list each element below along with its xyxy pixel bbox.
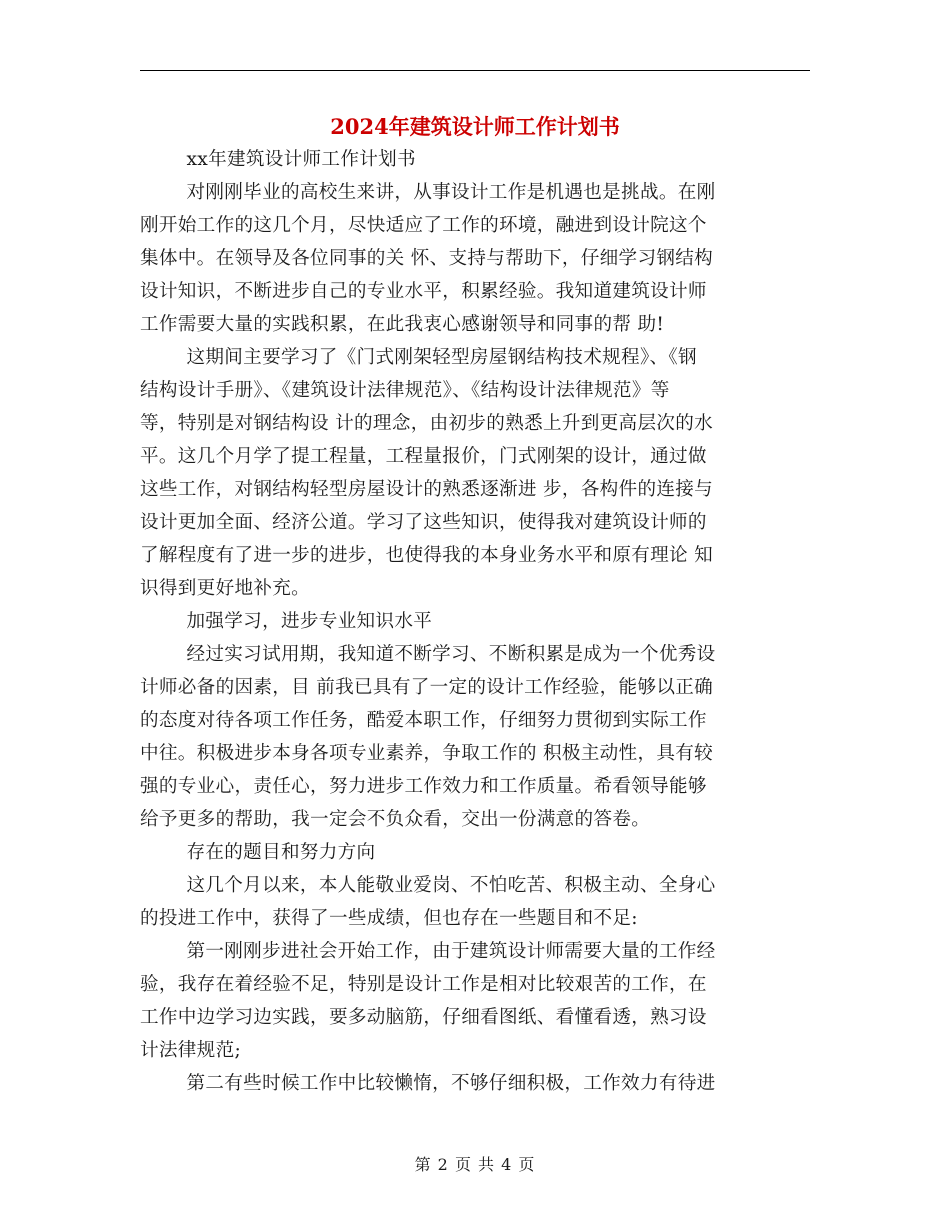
text-line: 这些工作，对钢结构轻型房屋设计的熟悉逐渐进 步，各构件的连接与 [140,479,714,500]
text-line: 经过实习试用期，我知道不断学习、不断积累是成为一个优秀设 [186,644,716,665]
page-number: 第 2 页 共 4 页 [414,1155,536,1174]
text-line: xx年建筑设计师工作计划书 [186,149,416,170]
text-line: 这期间主要学习了《门式刚架轻型房屋钢结构技术规程》、《钢 [186,347,697,368]
paragraph [140,143,812,176]
text-line: 等，特别是对钢结构设 计的理念，由初步的熟悉上升到更高层次的水 [140,413,714,434]
text-line: 第一刚刚步进社会开始工作，由于建筑设计师需要大量的工作经 [186,941,716,962]
text-line: 集体中。在领导及各位同事的关 怀、支持与帮助下，仔细学习钢结构 [140,248,714,269]
text-line: 结构设计手册》、《建筑设计法律规范》、《结构设计法律规范》等 [140,380,670,401]
text-line: 工作需要大量的实践积累，在此我衷心感谢领导和同事的帮 助! [140,314,665,335]
section-heading [140,605,812,638]
text-line: 第二有些时候工作中比较懒惰，不够仔细积极，工作效力有待进 [186,1073,716,1094]
text-line: 验，我存在着经验不足，特别是设计工作是相对比较艰苦的工作，在 [140,974,707,995]
text-line: 平。这几个月学了提工程量，工程量报价，门式刚架的设计，通过做 [140,446,707,467]
text-line: 设计知识，不断进步自己的专业水平，积累经验。我知道建筑设计师 [140,281,707,302]
text-line: 计法律规范; [140,1040,242,1061]
text-line: 给予更多的帮助，我一定会不负众看，交出一份满意的答卷。 [140,809,651,830]
paragraph [140,1067,812,1100]
text-line: 的投进工作中，获得了一些成绩，但也存在一些题目和不足: [140,908,638,929]
text-line: 存在的题目和努力方向 [186,842,376,863]
text-line: 刚开始工作的这几个月，尽快适应了工作的环境，融进到设计院这个 [140,215,707,236]
text-line: 了解程度有了进一步的进步，也使得我的本身业务水平和原有理论 知 [140,545,714,566]
text-line: 的态度对待各项工作任务，酷爱本职工作，仔细努力贯彻到实际工作 [140,710,707,731]
document-body [140,143,812,1100]
paragraph [140,638,812,836]
text-line: 中往。积极进步本身各项专业素养，争取工作的 积极主动性，具有较 [140,743,714,764]
text-line: 加强学习，进步专业知识水平 [186,611,433,632]
header-rule [140,70,810,71]
text-line: 对刚刚毕业的高校生来讲，从事设计工作是机遇也是挑战。在刚 [186,182,716,203]
text-line: 设计更加全面、经济公道。学习了这些知识，使得我对建筑设计师的 [140,512,707,533]
paragraph [140,869,812,935]
paragraph [140,176,812,341]
text-line: 工作中边学习边实践，要多动脑筋，仔细看图纸、看懂看透，熟习设 [140,1007,707,1028]
section-heading [140,836,812,869]
text-line: 识得到更好地补充。 [140,578,311,599]
text-line: 这几个月以来，本人能敬业爱岗、不怕吃苦、积极主动、全身心 [186,875,716,896]
paragraph [140,935,812,1067]
document-title: 2024年建筑设计师工作计划书 [330,114,620,139]
paragraph [140,341,812,605]
text-line: 强的专业心，责任心，努力进步工作效力和工作质量。希看领导能够 [140,776,707,797]
text-line: 计师必备的因素，目 前我已具有了一定的设计工作经验，能够以正确 [140,677,714,698]
